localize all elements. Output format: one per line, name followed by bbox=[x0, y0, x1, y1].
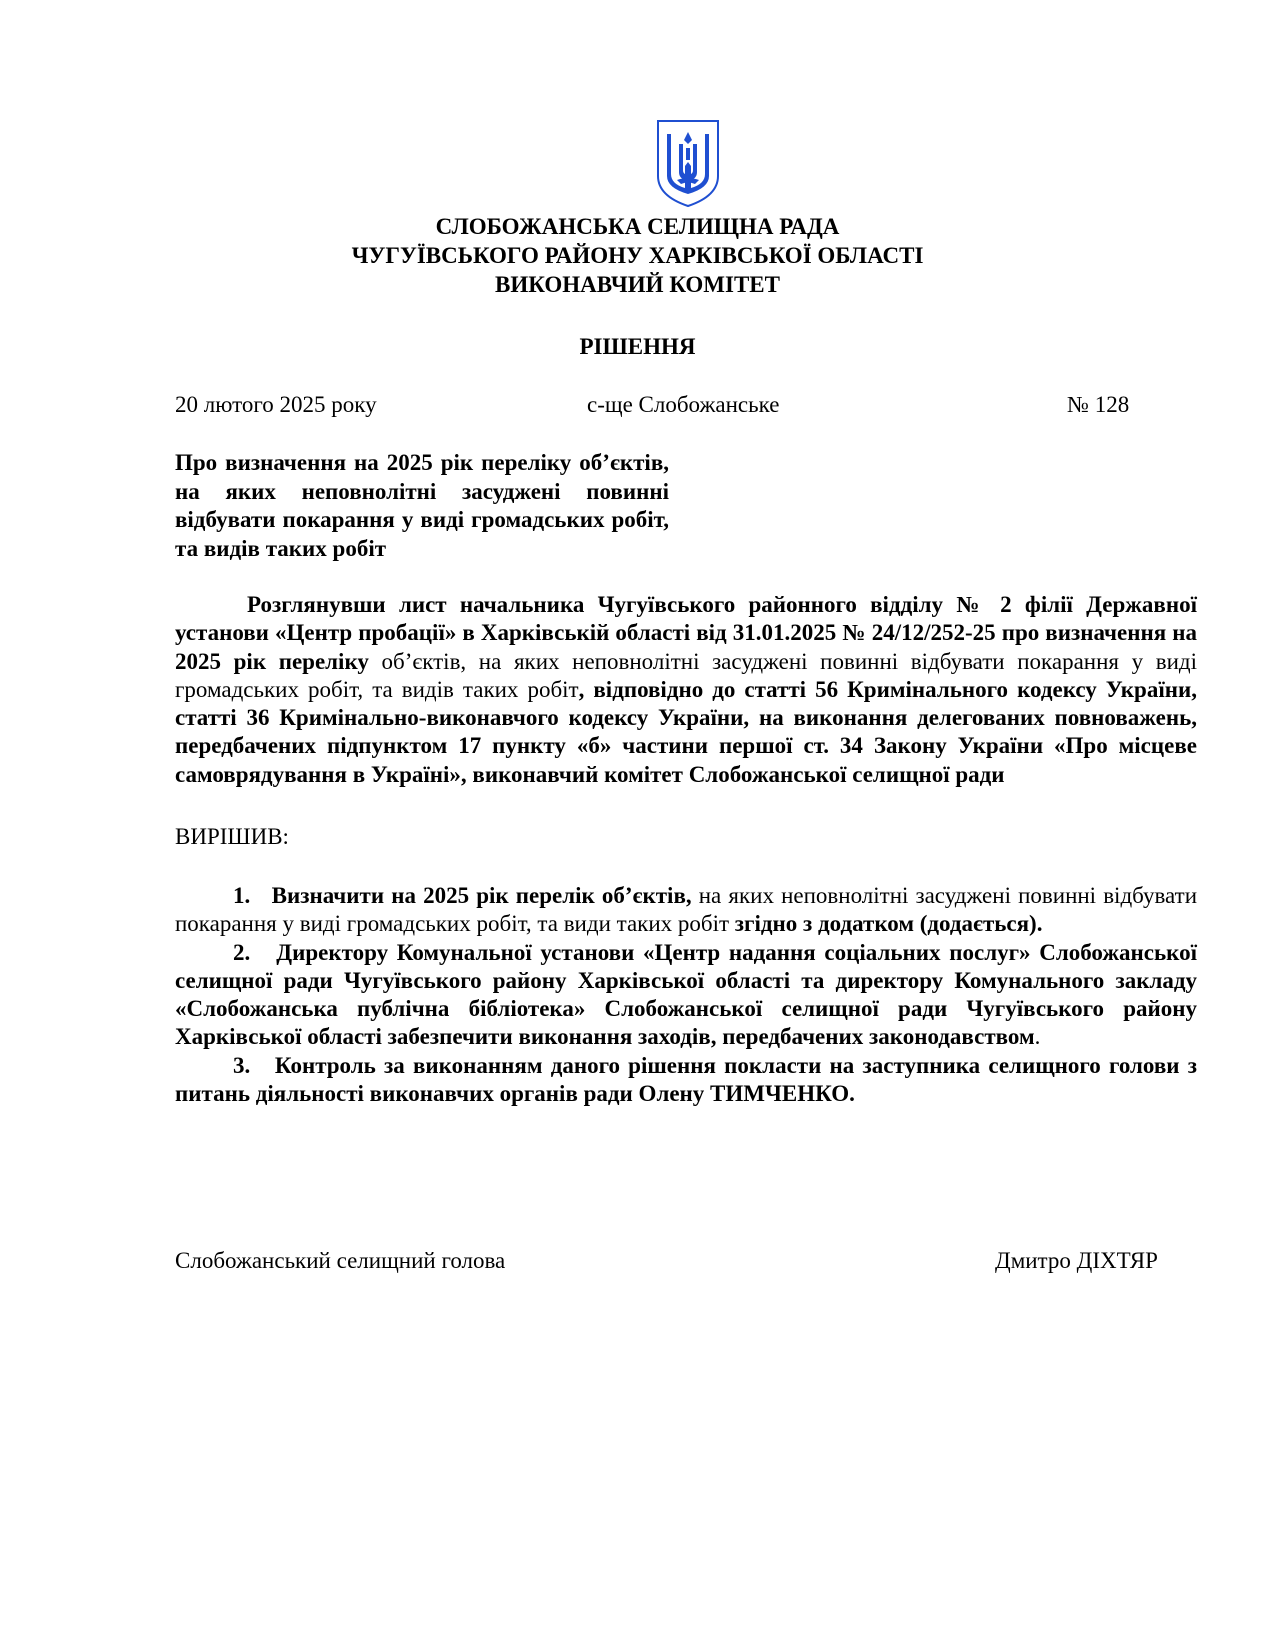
item-text-bold: Директору Комунальної установи «Центр надання соціальних послуг» Слобожанської селищної ради Чугуївського району Харківської області та директору Комунального закладу «Слобожанська публічна бібліотека» Слобожанської селищної ради Чугуївського району Харківської області забезпечити виконання заходів, передбачених законодавством bbox=[175, 939, 1197, 1050]
signature-name: Дмитро ДІХТЯР bbox=[995, 1248, 1158, 1273]
preamble-part-3: , відповідно до статті 56 Кримінального кодексу України, статті 36 Кримінально-виконавчого кодексу України, на виконання делегованих повноважень, передбачених підпунктом 17 пункту «б» частини першої ст. 34 Закону України «Про місцеве самоврядування в Україні», виконавчий комітет Слобожанської селищної ради bbox=[175, 676, 1197, 787]
item-number: 2. bbox=[233, 939, 251, 965]
signature-position: Слобожанський селищний голова bbox=[175, 1248, 506, 1273]
preamble-paragraph bbox=[175, 591, 1197, 789]
coat-of-arms-of-ukraine-icon bbox=[655, 118, 721, 208]
list-item bbox=[175, 939, 1197, 1052]
document-subject: Про визначення на 2025 рік переліку об’єктів, на яких неповнолітні засуджені повинні відбувати покарання у виді громадських робіт, та видів таких робіт bbox=[175, 450, 669, 561]
organization-header bbox=[0, 212, 1275, 299]
document-number: № 128 bbox=[1067, 392, 1130, 417]
header-line-2: ЧУГУЇВСЬКОГО РАЙОНУ ХАРКІВСЬКОЇ ОБЛАСТІ bbox=[351, 243, 924, 268]
item-text-bold: Контроль за виконанням даного рішення покласти на заступника селищного голови з питань діяльності виконавчих органів ради Олену ТИМЧЕНКО. bbox=[175, 1052, 1197, 1107]
list-item bbox=[175, 1052, 1197, 1109]
decided-heading: ВИРІШИВ: bbox=[175, 824, 289, 849]
item-text: на яких неповнолітні засуджені повинні відбувати покарання у виді громадських робіт, та види таких робіт bbox=[175, 883, 1198, 937]
preamble-part-1: Розглянувши лист начальника Чугуївського районного відділу № 2 філії Державної установи «Центр пробації» в Харківській області від 31.01.2025 № 24/12/252-25 про визначення на 2025 рік переліку bbox=[175, 592, 1197, 674]
item-text-tail: . bbox=[1034, 1024, 1041, 1050]
item-number: 1. bbox=[233, 883, 251, 908]
item-text-bold: Визначити на 2025 рік перелік об’єктів, bbox=[271, 883, 692, 908]
header-line-1: СЛОБОЖАНСЬКА СЕЛИЩНА РАДА bbox=[435, 214, 840, 239]
document-date: 20 лютого 2025 року bbox=[175, 392, 377, 417]
item-text-bold-end: згідно з додатком (додається). bbox=[734, 911, 1043, 937]
list-item bbox=[175, 882, 1197, 939]
document-title: РІШЕННЯ bbox=[579, 334, 696, 359]
decision-list bbox=[175, 882, 1197, 1108]
preamble-part-2: об’єктів, на яких неповнолітні засуджені повинні відбувати покарання у виді громадських робіт, та видів таких робіт bbox=[175, 648, 1197, 702]
header-line-3: ВИКОНАВЧИЙ КОМІТЕТ bbox=[494, 272, 780, 297]
document-place: с-ще Слобожанське bbox=[587, 392, 780, 417]
item-number: 3. bbox=[233, 1052, 251, 1078]
